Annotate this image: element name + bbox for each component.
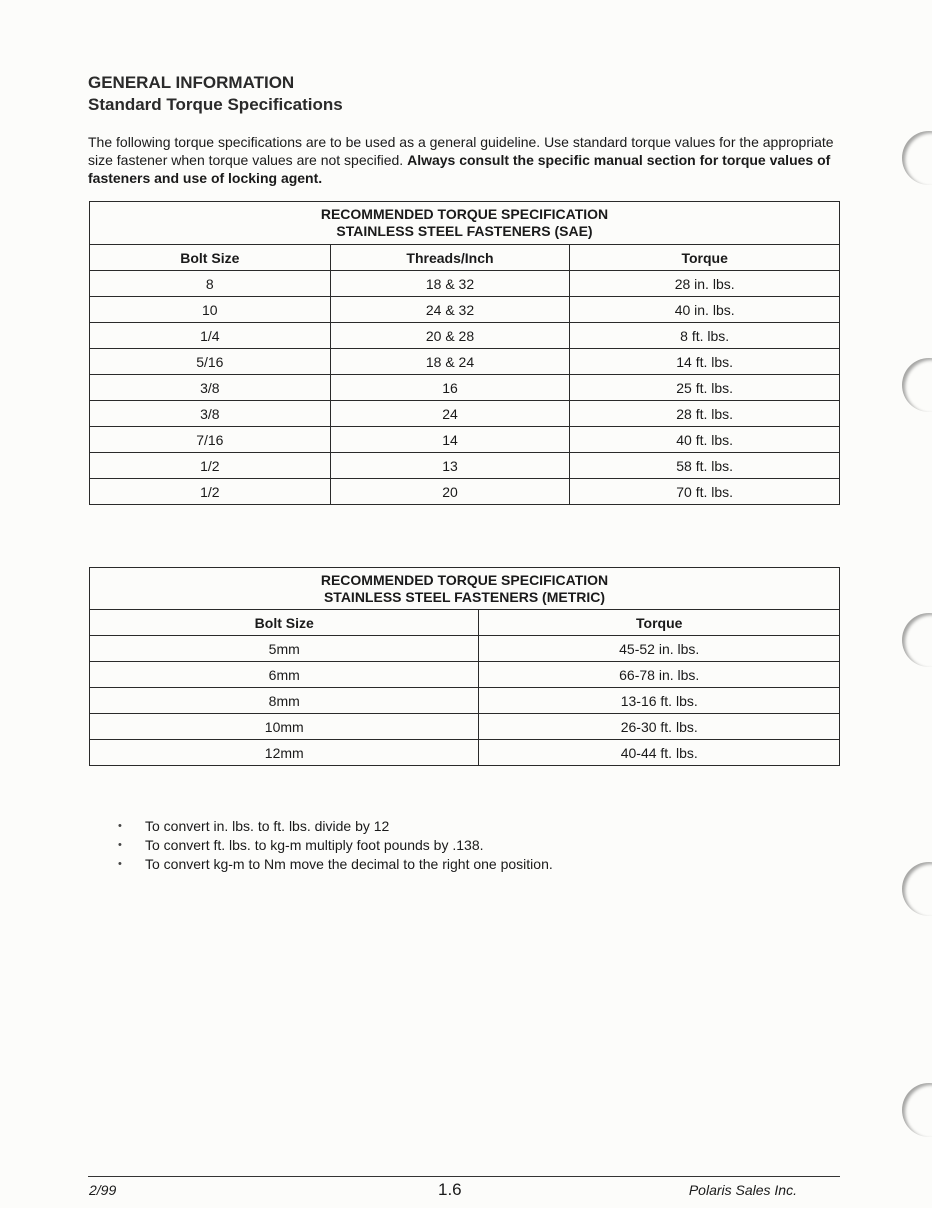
metric-torque-table xyxy=(89,567,840,766)
threads-cell: 20 xyxy=(330,479,570,505)
bolt-size-cell: 1/2 xyxy=(90,453,331,479)
torque-cell: 28 in. lbs. xyxy=(570,271,840,297)
list-item: • To convert ft. lbs. to kg-m multiply foot pounds by .138. xyxy=(118,836,553,855)
torque-cell: 45-52 in. lbs. xyxy=(479,636,840,662)
bolt-size-cell: 1/2 xyxy=(90,479,331,505)
conversion-notes xyxy=(118,817,553,874)
sae-caption-line1: RECOMMENDED TORQUE SPECIFICATION xyxy=(320,206,609,222)
table-row xyxy=(90,427,840,453)
table-row xyxy=(90,323,840,349)
torque-cell: 40 ft. lbs. xyxy=(570,427,840,453)
threads-cell: 16 xyxy=(330,375,570,401)
metric-table-caption xyxy=(90,568,840,610)
footer-date: 2/99 xyxy=(89,1182,117,1198)
torque-cell: 70 ft. lbs. xyxy=(570,479,840,505)
column-header-threads-per-inch: Threads/Inch xyxy=(330,245,570,271)
threads-cell: 18 & 32 xyxy=(330,271,570,297)
table-row xyxy=(90,740,840,766)
binder-hole-icon xyxy=(902,358,932,412)
column-header-bolt-size: Bolt Size xyxy=(90,245,331,271)
bolt-size-cell: 6mm xyxy=(90,662,479,688)
sae-caption-line2: STAINLESS STEEL FASTENERS (SAE) xyxy=(336,223,593,239)
column-header-torque: Torque xyxy=(570,245,840,271)
threads-cell: 14 xyxy=(330,427,570,453)
torque-cell: 25 ft. lbs. xyxy=(570,375,840,401)
binder-hole-icon xyxy=(902,862,932,916)
metric-caption-line2: STAINLESS STEEL FASTENERS (METRIC) xyxy=(323,588,606,605)
bolt-size-cell: 8 xyxy=(90,271,331,297)
torque-cell: 13-16 ft. lbs. xyxy=(479,688,840,714)
threads-cell: 18 & 24 xyxy=(330,349,570,375)
table-row xyxy=(90,453,840,479)
threads-cell: 24 xyxy=(330,401,570,427)
binder-hole-icon xyxy=(902,1083,932,1137)
column-header-torque: Torque xyxy=(479,610,840,636)
binder-hole-icon xyxy=(902,131,932,185)
intro-bold-note: Always consult the specific manual section for torque values of fasteners and use of locking agent. xyxy=(88,152,831,186)
sae-table-caption xyxy=(90,202,840,245)
binder-hole-icon xyxy=(902,613,932,667)
metric-caption-line1: RECOMMENDED TORQUE SPECIFICATION xyxy=(320,571,609,588)
sae-torque-table xyxy=(89,201,840,505)
torque-cell: 26-30 ft. lbs. xyxy=(479,714,840,740)
list-item: • To convert in. lbs. to ft. lbs. divide by 12 xyxy=(118,817,553,836)
bolt-size-cell: 10 xyxy=(90,297,331,323)
table-row xyxy=(90,401,840,427)
threads-cell: 13 xyxy=(330,453,570,479)
intro-paragraph xyxy=(88,133,840,187)
table-row xyxy=(90,349,840,375)
intro-text: The following torque specifications are to be used as a general guideline. Use standard torque values for the appropriate size fastener when torque values are not specified. xyxy=(88,134,834,168)
table-row xyxy=(90,636,840,662)
section-heading: GENERAL INFORMATION xyxy=(88,73,295,92)
bolt-size-cell: 3/8 xyxy=(90,401,331,427)
torque-cell: 40-44 ft. lbs. xyxy=(479,740,840,766)
footer-company: Polaris Sales Inc. xyxy=(688,1182,797,1198)
table-row xyxy=(90,479,840,505)
bolt-size-cell: 1/4 xyxy=(90,323,331,349)
list-item: • To convert kg-m to Nm move the decimal to the right one position. xyxy=(118,855,553,874)
torque-cell: 28 ft. lbs. xyxy=(570,401,840,427)
torque-cell: 66-78 in. lbs. xyxy=(479,662,840,688)
table-row xyxy=(90,297,840,323)
page-title: Standard Torque Specifications xyxy=(88,95,343,114)
table-row xyxy=(90,271,840,297)
bolt-size-cell: 10mm xyxy=(90,714,479,740)
torque-cell: 14 ft. lbs. xyxy=(570,349,840,375)
page-number: 1.6 xyxy=(438,1180,462,1199)
bolt-size-cell: 5mm xyxy=(90,636,479,662)
bolt-size-cell: 5/16 xyxy=(90,349,331,375)
threads-cell: 24 & 32 xyxy=(330,297,570,323)
table-row xyxy=(90,714,840,740)
footer-divider xyxy=(88,1176,840,1177)
table-row xyxy=(90,375,840,401)
torque-cell: 8 ft. lbs. xyxy=(570,323,840,349)
table-row xyxy=(90,688,840,714)
bolt-size-cell: 7/16 xyxy=(90,427,331,453)
torque-cell: 40 in. lbs. xyxy=(570,297,840,323)
bolt-size-cell: 12mm xyxy=(90,740,479,766)
threads-cell: 20 & 28 xyxy=(330,323,570,349)
table-row xyxy=(90,662,840,688)
column-header-bolt-size: Bolt Size xyxy=(90,610,479,636)
torque-cell: 58 ft. lbs. xyxy=(570,453,840,479)
bolt-size-cell: 8mm xyxy=(90,688,479,714)
bolt-size-cell: 3/8 xyxy=(90,375,331,401)
